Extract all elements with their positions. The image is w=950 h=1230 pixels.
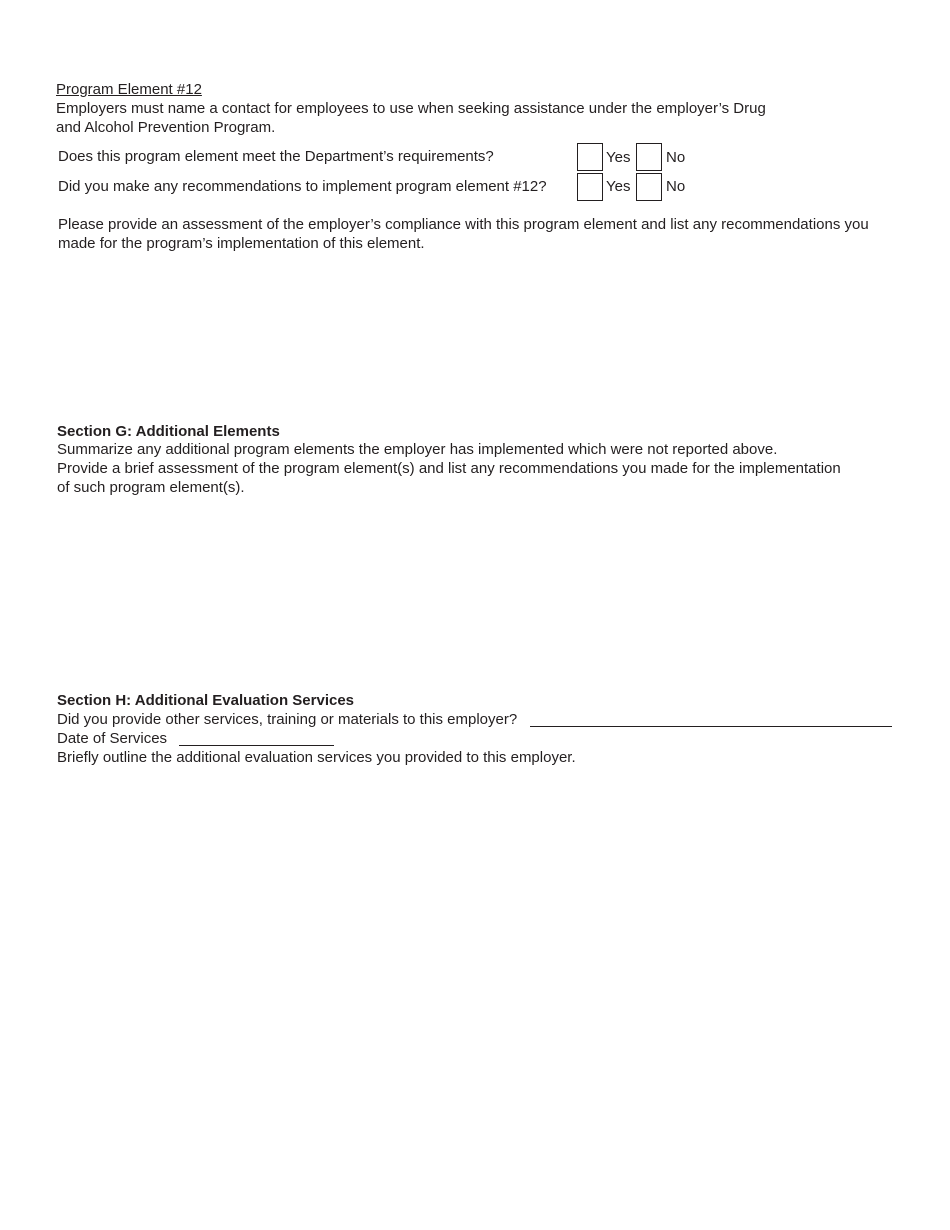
meets-requirements-no-label: No: [666, 149, 686, 166]
assessment-prompt-line2: made for the program’s implementation of this element.: [58, 235, 425, 252]
meets-requirements-yes-label: Yes: [606, 149, 631, 166]
date-of-services-label: Date of Services: [57, 730, 168, 747]
question-recommendations: Did you make any recommendations to implement program element #12?: [58, 178, 547, 195]
program-element-description-line2: and Alcohol Prevention Program.: [56, 119, 276, 136]
meets-requirements-no-checkbox[interactable]: [636, 143, 662, 171]
recommendations-yes-checkbox[interactable]: [577, 173, 603, 201]
date-of-services-line[interactable]: [179, 745, 334, 746]
recommendations-no-checkbox[interactable]: [636, 173, 662, 201]
assessment-prompt-line1: Please provide an assessment of the employer’s compliance with this program element and list any recommendations you: [58, 216, 869, 233]
section-g-line3: of such program element(s).: [57, 479, 245, 496]
section-h-title: Section H: Additional Evaluation Services: [57, 692, 355, 709]
program-element-heading: Program Element #12: [56, 81, 202, 98]
question-meets-requirements: Does this program element meet the Department’s requirements?: [58, 148, 494, 165]
program-element-description-line1: Employers must name a contact for employees to use when seeking assistance under the employer’s Drug: [56, 100, 766, 117]
section-g-line1: Summarize any additional program elements the employer has implemented which were not reported above.: [57, 441, 778, 458]
section-h-outline-prompt: Briefly outline the additional evaluation services you provided to this employer.: [57, 749, 576, 766]
other-services-answer-line[interactable]: [530, 726, 892, 727]
meets-requirements-yes-checkbox[interactable]: [577, 143, 603, 171]
section-g-line2: Provide a brief assessment of the program element(s) and list any recommendations you made for the implementation: [57, 460, 841, 477]
recommendations-yes-label: Yes: [606, 178, 631, 195]
recommendations-no-label: No: [666, 178, 686, 195]
section-g-title: Section G: Additional Elements: [57, 423, 280, 440]
section-h-question: Did you provide other services, training or materials to this employer?: [57, 711, 518, 728]
